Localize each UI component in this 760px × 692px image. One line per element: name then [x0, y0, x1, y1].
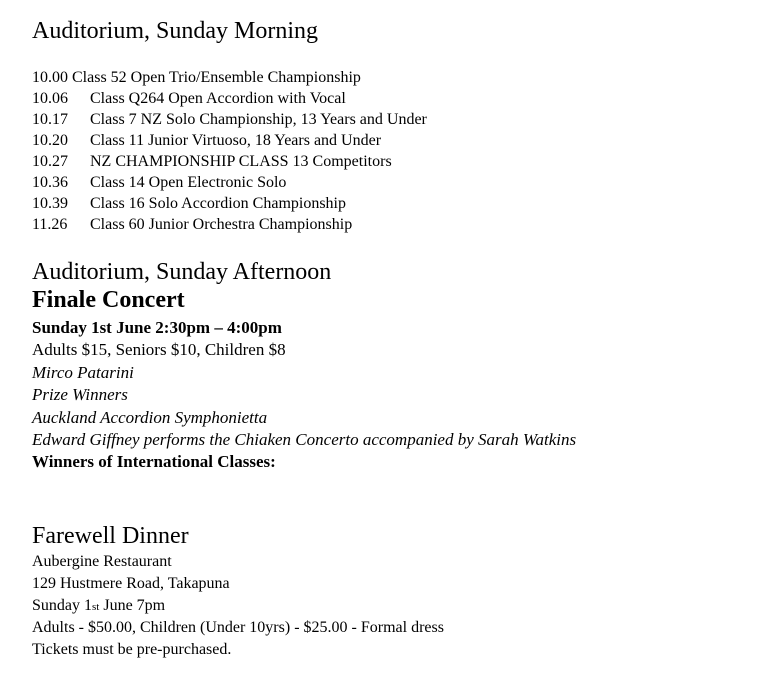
heading-sunday-afternoon: Auditorium, Sunday Afternoon — [32, 259, 332, 285]
schedule-event: Class 16 Solo Accordion Championship — [90, 195, 346, 212]
dinner-ticket-note: Tickets must be pre-purchased. — [32, 641, 232, 658]
heading-sunday-morning: Auditorium, Sunday Morning — [32, 18, 318, 44]
performer-item: Mirco Patarini — [32, 362, 134, 382]
schedule-event: Class 52 Open Trio/Ensemble Championship — [72, 69, 361, 86]
dinner-date — [32, 595, 444, 617]
schedule-time: 10.36 — [32, 174, 68, 191]
morning-schedule — [32, 67, 427, 235]
dinner-details — [32, 551, 444, 661]
schedule-item — [32, 130, 427, 151]
schedule-event: NZ CHAMPIONSHIP CLASS 13 Competitors — [90, 153, 392, 170]
schedule-event: Class 60 Junior Orchestra Championship — [90, 216, 353, 233]
schedule-time: 10.17 — [32, 111, 68, 128]
schedule-event: Class Q264 Open Accordion with Vocal — [90, 90, 346, 107]
heading-farewell-dinner: Farewell Dinner — [32, 523, 189, 549]
schedule-time: 10.20 — [32, 132, 68, 149]
schedule-time: 10.06 — [32, 90, 68, 107]
schedule-time: 10.39 — [32, 195, 68, 212]
dinner-date-prefix: Sunday 1 — [32, 597, 92, 614]
finale-details — [32, 317, 576, 474]
dinner-address: 129 Hustmere Road, Takapuna — [32, 575, 230, 592]
schedule-time: 11.26 — [32, 216, 68, 233]
schedule-time: 10.00 — [32, 69, 68, 86]
dinner-venue: Aubergine Restaurant — [32, 553, 172, 570]
finale-prices: Adults $15, Seniors $10, Children $8 — [32, 340, 286, 360]
finale-datetime: Sunday 1st June 2:30pm – 4:00pm — [32, 318, 282, 337]
schedule-event: Class 14 Open Electronic Solo — [90, 174, 287, 191]
performer-item: Edward Giffney performs the Chiaken Concerto accompanied by Sarah Watkins — [32, 429, 577, 449]
schedule-item — [32, 193, 427, 214]
dinner-date-ordinal: st — [92, 601, 100, 613]
schedule-time: 10.27 — [32, 153, 68, 170]
schedule-item — [32, 214, 427, 235]
performer-item: Auckland Accordion Symphonietta — [32, 407, 268, 427]
performer-item: Prize Winners — [32, 385, 128, 405]
dinner-prices: Adults - $50.00, Children (Under 10yrs) - $25.00 - Formal dress — [32, 619, 444, 636]
schedule-item — [32, 151, 427, 172]
finale-concert-title: Finale Concert — [32, 287, 185, 313]
dinner-date-suffix: June 7pm — [99, 597, 166, 614]
schedule-item — [32, 109, 427, 130]
schedule-item — [32, 88, 427, 109]
schedule-item — [32, 67, 427, 88]
winners-label: Winners of International Classes: — [32, 452, 276, 472]
schedule-event: Class 11 Junior Virtuoso, 18 Years and Under — [90, 132, 382, 149]
schedule-event: Class 7 NZ Solo Championship, 13 Years and Under — [90, 111, 427, 128]
schedule-item — [32, 172, 427, 193]
